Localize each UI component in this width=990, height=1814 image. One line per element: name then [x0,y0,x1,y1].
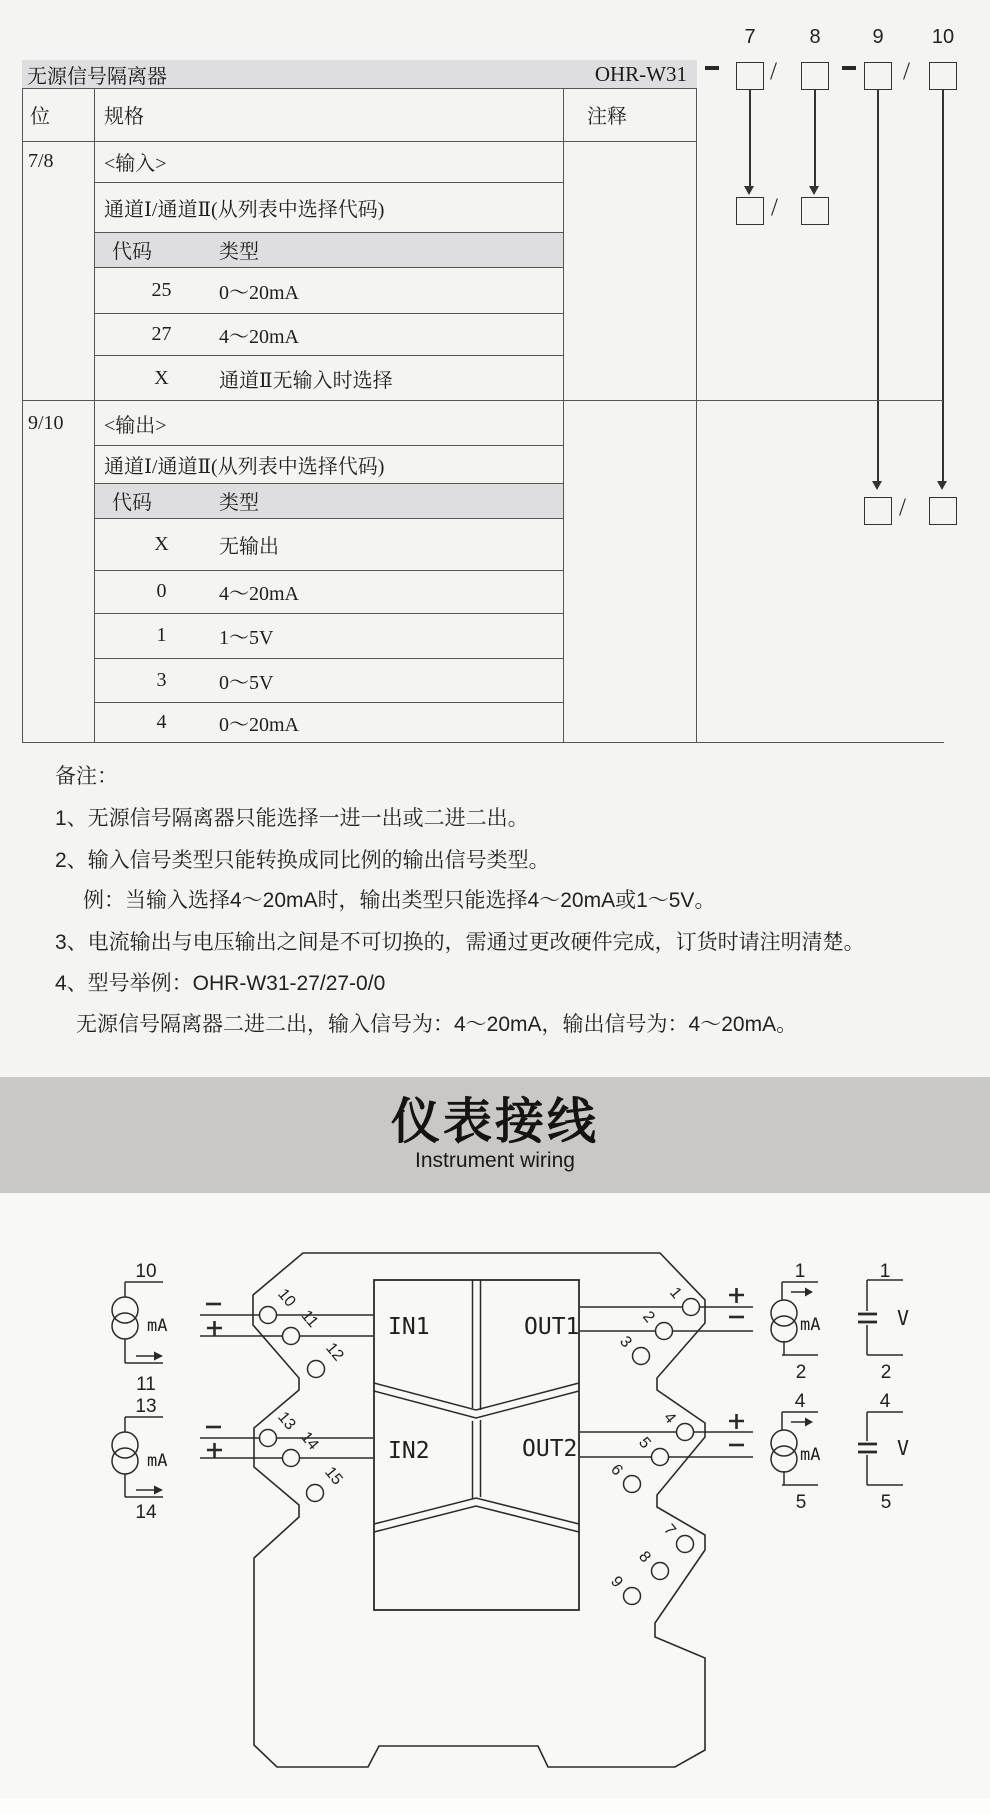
table-row: 0 4～20mA [156,580,299,605]
terminal-2 [656,1323,673,1340]
product-title: 无源信号隔离器 [27,65,167,88]
table-row: 4 0～20mA [156,710,299,736]
terminal-11 [283,1328,300,1345]
terminal-label-9: 9 [607,1573,626,1591]
table-line-bottom [22,742,944,743]
header-pos: 位 [30,106,50,128]
input-subtitle: 通道Ⅰ/通道Ⅱ(从列表中选择代码) [104,198,385,221]
terminal-4 [677,1424,694,1441]
terminal-label-7: 7 [660,1521,679,1539]
banner-subtitle: Instrument wiring [415,1149,575,1173]
remark-line: 4、型号举例：OHR-W31-27/27-0/0 [55,972,386,995]
output-title: <输出> [104,414,167,437]
terminal-label-14: 14 [297,1428,322,1454]
ma-load2-top: 4 [794,1391,806,1412]
section-banner [0,1077,990,1193]
v-load2-top: 4 [879,1391,891,1412]
source2-top-label: 13 [135,1396,157,1417]
ma-load1-top: 1 [794,1261,806,1282]
remark-line: 3、电流输出与电压输出之间是不可切换的，需通过更改硬件完成，订货时请注明清楚。 [55,931,865,954]
page-bottom-strip [0,1798,990,1814]
terminal-label-1: 1 [666,1284,685,1302]
block-label-out2: OUT2 [522,1436,578,1462]
v-load2-bottom: 5 [880,1492,892,1513]
current-source-icon [771,1430,797,1456]
wiring-diagram [0,1190,990,1800]
core-divider-vertical [473,1280,481,1499]
current-source-icon [112,1432,138,1458]
code-digit-7: 7 [744,26,756,48]
table-border-right [696,88,697,743]
terminal-14 [283,1450,300,1467]
block-label-out1: OUT1 [524,1314,580,1340]
core-divider-chevron-mid [374,1383,579,1418]
source2-bottom-label: 14 [135,1502,157,1523]
remarks-title: 备注： [55,765,118,788]
table-row: X 通道Ⅱ无输入时选择 [154,366,393,392]
table-row: 1 1～5V [156,624,274,649]
table-row: 3 0～5V [156,668,274,694]
diagram-lines [112,1253,903,1767]
arrowhead-icon [154,1486,163,1495]
unit-label: mA [800,1445,821,1465]
slash-separator: / [771,194,778,221]
terminal-3 [633,1348,650,1365]
code-digit-10: 10 [931,26,955,48]
remark-line: 例：当输入选择4～20mA时，输出类型只能选择4～20mA或1～5V。 [83,889,716,912]
current-source-icon [771,1316,797,1342]
arrow-from-box8 [814,90,816,187]
terminal-13 [260,1430,277,1447]
terminal-5 [652,1449,669,1466]
unit-label: mA [800,1315,821,1335]
code-digit-9: 9 [872,26,884,48]
output-code-box-ch1 [864,497,892,525]
terminal-label-15: 15 [321,1463,346,1489]
isolator-housing-outline [253,1253,705,1767]
ma-load2-bottom: 5 [795,1492,807,1513]
arrowhead-icon [809,186,819,195]
plus-icon [729,1414,744,1429]
current-source-icon [112,1297,138,1323]
output-subtitle: 通道Ⅰ/通道Ⅱ(从列表中选择代码) [104,455,385,478]
arrow-from-box7 [749,90,751,187]
terminal-label-10: 10 [274,1285,299,1311]
arrowhead-icon [805,1288,813,1297]
remark-line: 无源信号隔离器二进二出，输入信号为：4～20mA，输出信号为：4～20mA。 [76,1013,798,1036]
terminal-label-12: 12 [322,1339,347,1365]
source1-bottom-label: 11 [136,1374,156,1395]
model-number: OHR-W31 [594,61,687,86]
arrow-from-box10 [942,90,944,482]
dash-separator [842,66,856,70]
current-source-icon [112,1313,138,1339]
core-divider-chevron-bottom [374,1498,579,1532]
banner-title: 仪表接线 [390,1094,599,1149]
source1-top-label: 10 [135,1261,157,1282]
arrowhead-icon [872,481,882,490]
code-box-8 [801,62,829,90]
arrowhead-icon [805,1418,813,1427]
code-box-7 [736,62,764,90]
plus-icon [207,1321,222,1336]
terminal-label-4: 4 [660,1409,679,1427]
v-load1-bottom: 2 [880,1362,892,1383]
diagram-labels [135,1261,909,1591]
arrow-from-box9 [877,90,879,482]
block-label-in2: IN2 [388,1438,430,1464]
arrowhead-icon [154,1352,163,1361]
v-load1-top: 1 [879,1261,891,1282]
input-code-headers: 代码 类型 [112,241,259,263]
terminal-label-5: 5 [635,1434,654,1452]
block-label-in1: IN1 [388,1314,430,1340]
output-code-headers: 代码 类型 [112,492,259,514]
terminal-12 [308,1361,325,1378]
terminal-1 [683,1299,700,1316]
arrowhead-icon [937,481,947,490]
dash-separator [705,66,719,70]
output-pos: 9/10 [28,411,64,434]
remark-line: 1、无源信号隔离器只能选择一进一出或二进二出。 [55,807,529,830]
terminal-8 [652,1563,669,1580]
ma-load1-bottom: 2 [795,1362,807,1383]
terminal-label-8: 8 [635,1548,654,1566]
unit-label: mA [147,1316,168,1336]
input-code-box-ch2 [801,197,829,225]
slash-separator: / [903,58,910,85]
terminal-label-3: 3 [616,1333,635,1351]
slash-separator: / [899,494,906,521]
unit-label: V [897,1436,910,1460]
arrowhead-icon [744,186,754,195]
plus-icon [207,1443,222,1458]
terminal-9 [624,1588,641,1605]
input-code-box-ch1 [736,197,764,225]
input-pos: 7/8 [28,150,54,172]
header-note: 注释 [587,106,627,128]
table-row: 25 0～20mA [151,278,299,304]
table-row: 27 4～20mA [151,322,299,348]
terminal-6 [624,1476,641,1493]
code-digit-8: 8 [809,26,821,48]
terminal-label-6: 6 [607,1461,626,1479]
code-box-9 [864,62,892,90]
current-source-icon [771,1300,797,1326]
current-source-icon [112,1448,138,1474]
terminal-label-2: 2 [639,1308,658,1326]
table-title-band [22,60,697,88]
unit-label: mA [147,1451,168,1471]
input-title: <输入> [104,153,167,175]
code-box-10 [929,62,957,90]
remark-line: 2、输入信号类型只能转换成同比例的输出信号类型。 [55,849,550,872]
table-row: X 无输出 [154,532,279,558]
slash-separator: / [770,58,777,85]
current-source-icon [771,1446,797,1472]
terminal-7 [677,1536,694,1553]
plus-icon [729,1288,744,1303]
v-load-plates [858,1444,877,1452]
v-load-plates [858,1314,877,1322]
terminal-10 [260,1307,277,1324]
terminal-label-11: 11 [297,1307,322,1331]
terminal-15 [307,1485,324,1502]
terminal-circles [260,1299,700,1605]
terminal-label-13: 13 [274,1408,299,1434]
header-spec: 规格 [104,106,144,128]
unit-label: V [897,1306,910,1330]
output-code-box-ch2 [929,497,957,525]
